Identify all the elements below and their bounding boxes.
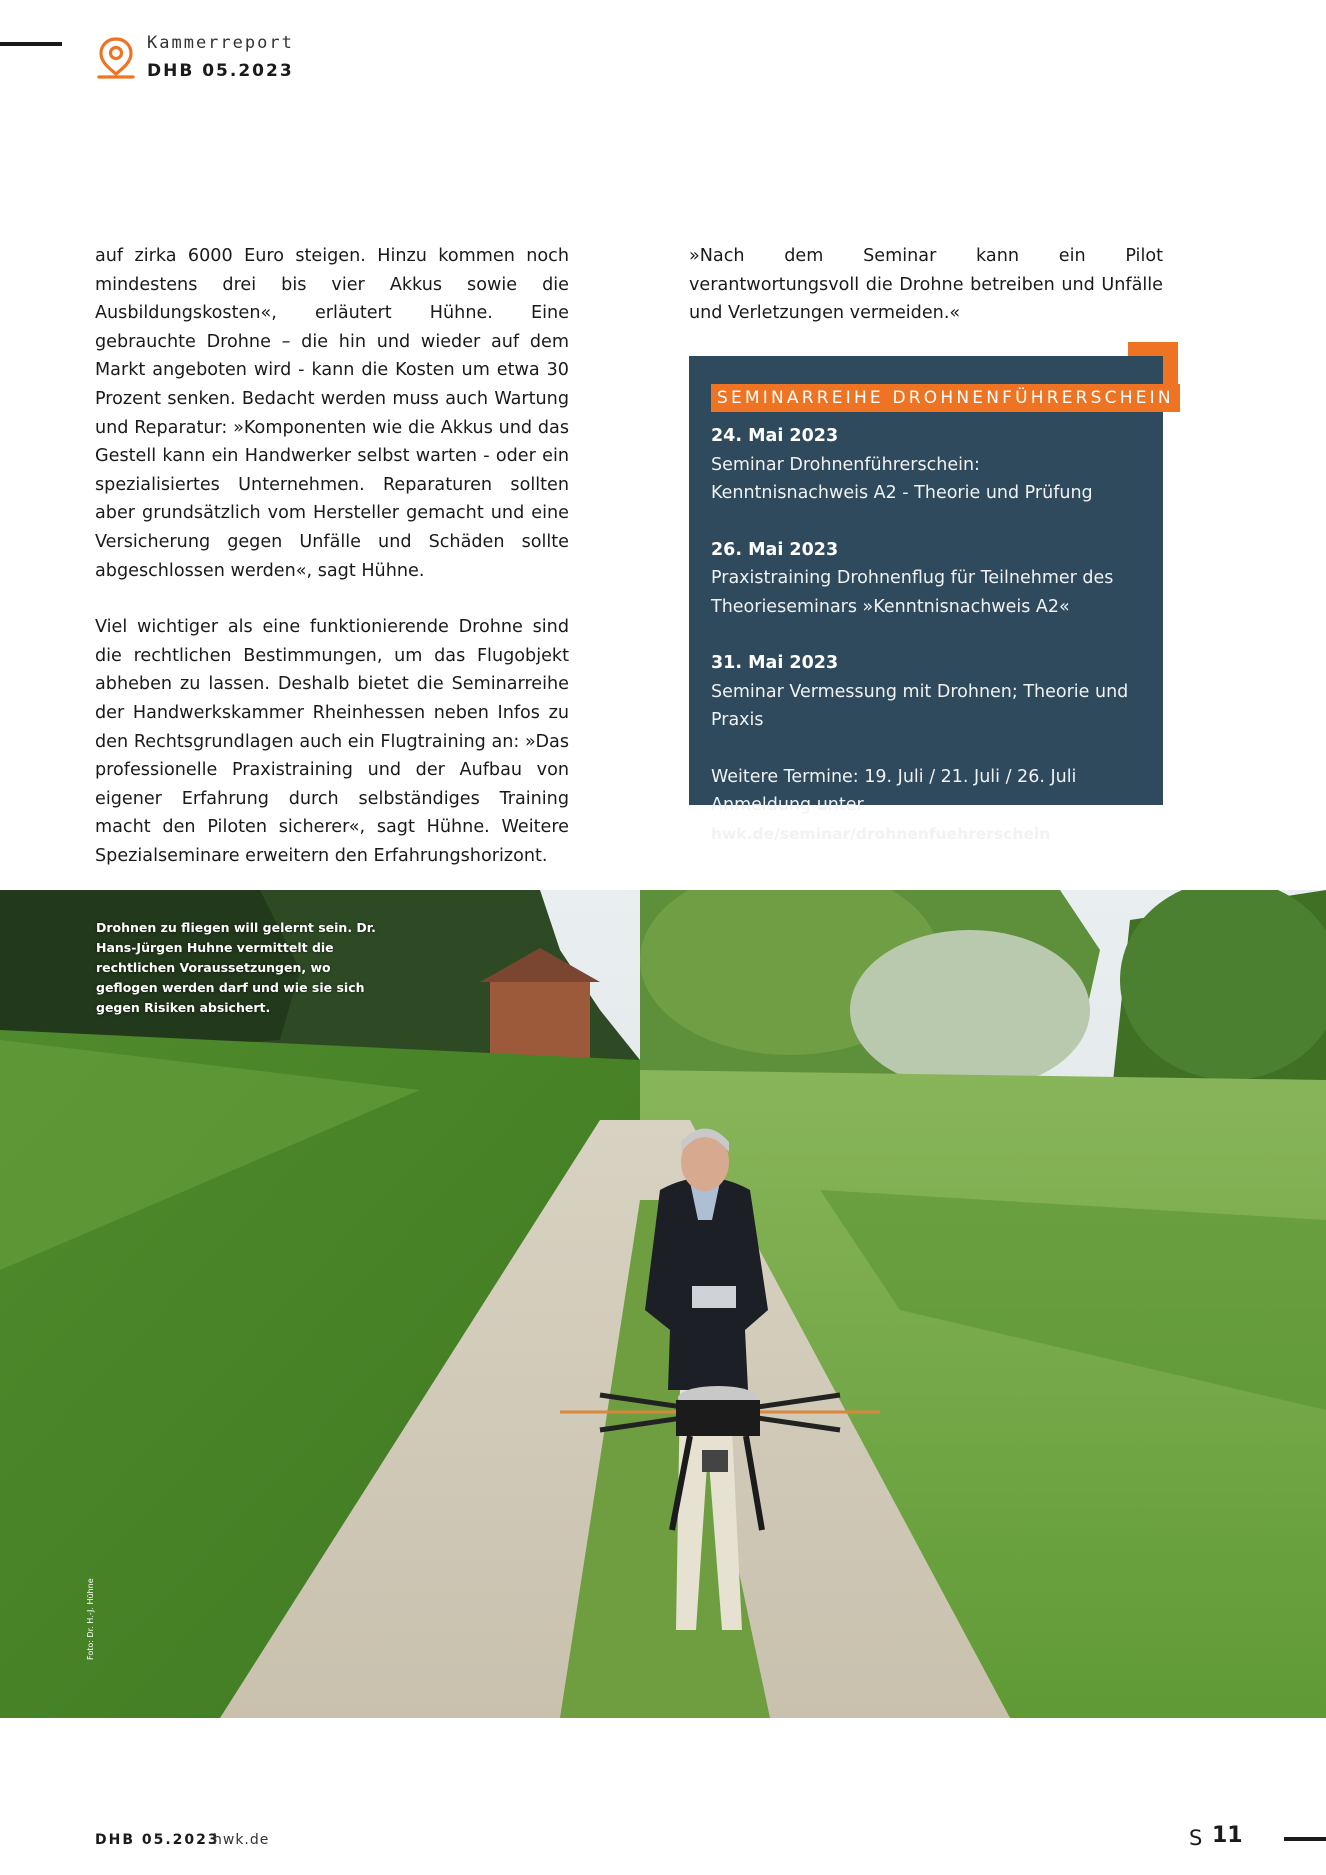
footer-site[interactable]: hwk.de xyxy=(213,1832,270,1848)
body-paragraph: auf zirka 6000 Euro steigen. Hinzu kommen noch mindestens drei bis vier Akkus sowie die Ausbildungskosten«, erläutert Hühne. Eine gebrauchte Drohne – die hin und wieder auf dem Markt angeboten wird - kann die Kosten um etwa 30 Prozent senken. Bedacht werden muss auch Wartung und Reparatur: »Komponenten wie die Akkus und das Gestell kann ein Handwerker selbst warten - oder ein spezialisiertes Unternehmen. Reparaturen sollten aber grundsätzlich vom Hersteller gemacht und eine Versicherung gegen Unfälle und Schäden sollte abgeschlossen werden«, sagt Hühne. xyxy=(95,246,569,581)
page-prefix: S xyxy=(1189,1826,1203,1850)
registration-link[interactable]: hwk.de/seminar/drohnenfuehrerschein xyxy=(711,824,1051,843)
location-pin-icon xyxy=(96,36,136,80)
body-paragraph: Viel wichtiger als eine funktionierende Drohne sind die rechtlichen Bestimmungen, um das Flugobjekt abheben zu lassen. Deshalb bietet die Seminarreihe der Handwerkskammer Rheinhessen neben Infos zu den Rechtsgrundlagen auch ein Flugtraining an: »Das professionelle Praxistraining und der Aufbau von eigener Erfahrung durch selbständiges Training macht den Piloten sicherer«, sagt Hühne. Weitere Spezialseminare erweitern den Erfahrungshorizont. xyxy=(95,617,569,866)
seminar-event xyxy=(711,422,1141,508)
page-number: 11 xyxy=(1212,1823,1243,1848)
seminar-event xyxy=(711,649,1141,735)
event-description: Praxistraining Drohnenflug für Teilnehmer des Theorieseminars »Kenntnisnachweis A2« xyxy=(711,568,1114,617)
registration-line xyxy=(711,791,1141,848)
event-description: Seminar Drohnenführerschein: Kenntnisnachweis A2 - Theorie und Prüfung xyxy=(711,454,1093,503)
event-date: 31. Mai 2023 xyxy=(711,653,839,673)
event-description: Seminar Vermessung mit Drohnen; Theorie und Praxis xyxy=(711,681,1129,730)
issue-label: DHB 05.2023 xyxy=(147,61,294,81)
photo-caption: Drohnen zu fliegen will gelernt sein. Dr. Hans-Jürgen Huhne vermittelt die rechtlichen Voraussetzungen, wo geflogen werden darf und wie sie sich gegen Risiken absichert. xyxy=(96,920,376,1015)
right-column xyxy=(689,242,1163,328)
event-date: 24. Mai 2023 xyxy=(711,426,839,446)
seminar-event xyxy=(711,536,1141,622)
more-dates xyxy=(711,763,1141,849)
footer-issue: DHB 05.2023 xyxy=(95,1832,220,1848)
event-date: 26. Mai 2023 xyxy=(711,539,839,560)
section-title: Kammerreport xyxy=(147,33,294,53)
seminar-infobox xyxy=(689,356,1174,843)
infobox-title: SEMINARREIHE DROHNENFÜHRERSCHEIN xyxy=(711,384,1180,412)
footer-rule xyxy=(1284,1837,1326,1841)
quote-paragraph: »Nach dem Seminar kann ein Pilot verantwortungsvoll die Drohne betreiben und Unfälle und Verletzungen vermeiden.« xyxy=(689,246,1163,324)
photo-credit: Foto: Dr. H.-J. Hühne xyxy=(86,1578,95,1660)
registration-prefix: Anmeldung unter xyxy=(711,795,864,815)
more-dates-text: Weitere Termine: 19. Juli / 21. Juli / 26. Juli xyxy=(711,766,1077,787)
left-column xyxy=(95,242,569,870)
header-rule xyxy=(0,42,62,46)
